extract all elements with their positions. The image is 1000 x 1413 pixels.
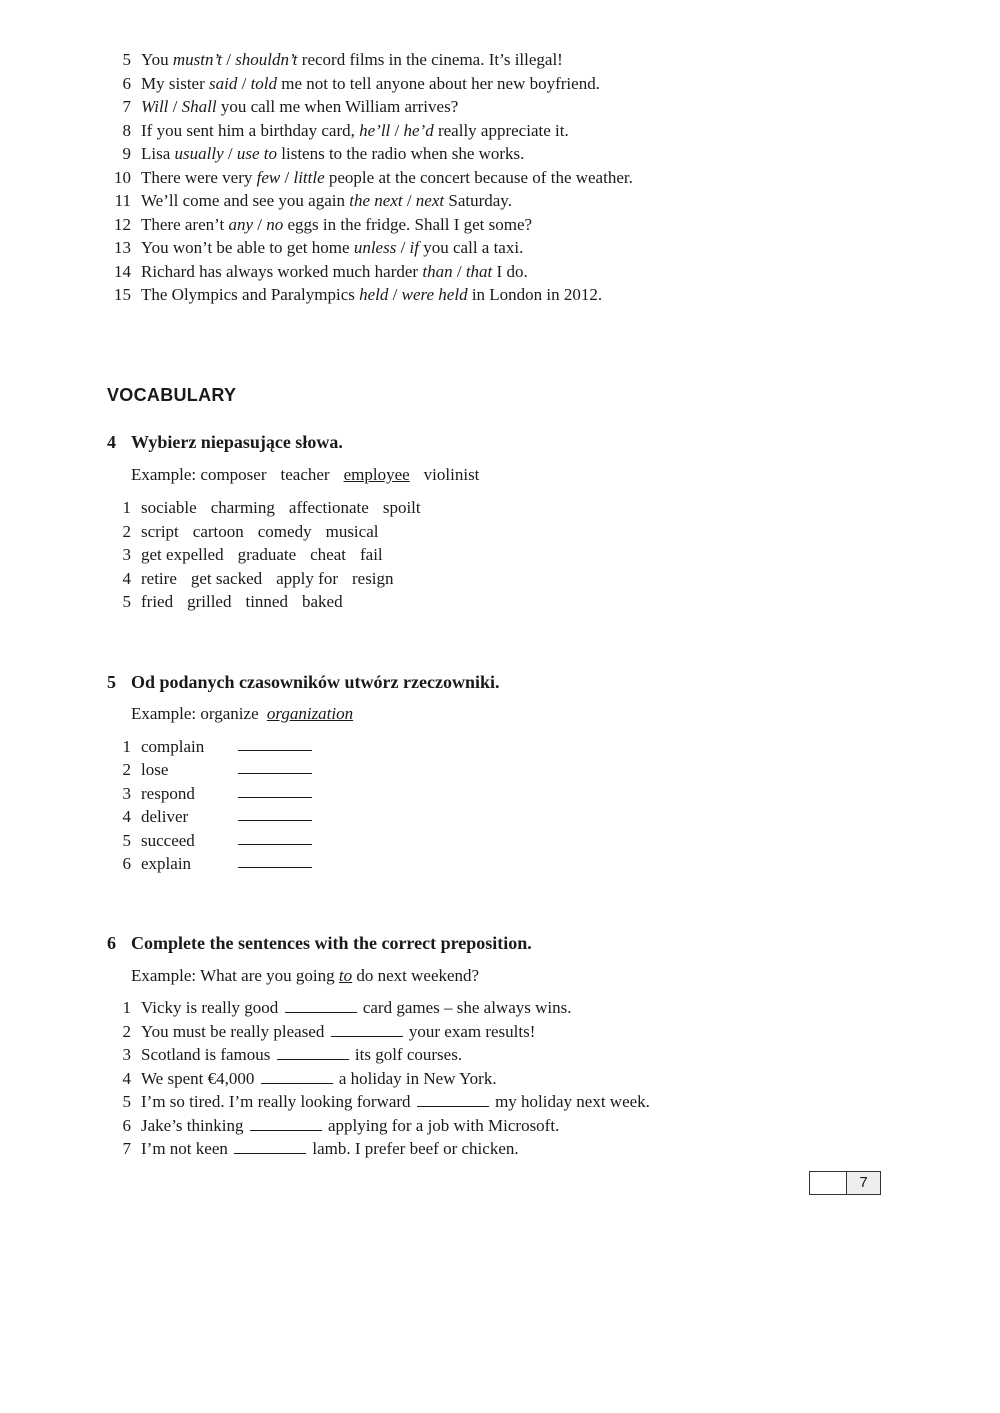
option-choice[interactable]: shouldn’t	[235, 50, 298, 69]
answer-blank[interactable]	[234, 1139, 306, 1154]
option-choice[interactable]: held	[359, 285, 389, 304]
option-choice[interactable]: few	[256, 167, 281, 187]
exercise-5-text: Od podanych czasowników utwórz rzeczowniki.	[131, 672, 500, 692]
item-number: 2	[122, 521, 131, 541]
grammar-item	[107, 167, 807, 189]
item-number: 3	[122, 1045, 131, 1064]
word-option[interactable]: resign	[351, 568, 394, 588]
word-option[interactable]: apply for	[276, 568, 338, 588]
item-word: lose	[141, 760, 169, 780]
grammar-item	[107, 143, 807, 165]
item-number: 5	[122, 592, 131, 611]
word-option[interactable]: graduate	[237, 545, 297, 564]
word-option[interactable]: spoilt	[382, 498, 421, 517]
item-number: 1	[122, 498, 131, 517]
answer-blank[interactable]	[331, 1022, 403, 1037]
item-number: 4	[122, 807, 131, 827]
example-answer: to	[338, 966, 353, 985]
answer-blank[interactable]	[285, 998, 357, 1013]
example-answer: organization	[266, 704, 354, 723]
grammar-item	[107, 261, 807, 283]
item-number: 10	[114, 167, 131, 187]
item-text: You won’t be able to get home unless / if you call a taxi.	[141, 238, 524, 257]
item-number: 7	[122, 97, 131, 116]
item-sentence: Scotland is famous its golf courses.	[141, 1045, 463, 1064]
word-option[interactable]: cheat	[310, 545, 346, 564]
item-number: 14	[114, 261, 131, 281]
item-text: You mustn’t / shouldn’t record films in the cinema. It’s illegal!	[141, 50, 563, 69]
list-item	[107, 830, 327, 852]
item-text: Richard has always worked much harder than / that I do.	[141, 261, 528, 281]
item-sentence: We spent €4,000 a holiday in New York.	[141, 1068, 497, 1088]
word-option[interactable]: retire	[141, 568, 177, 588]
option-choice[interactable]: the next	[349, 191, 403, 210]
item-sentence: Jake’s thinking applying for a job with Microsoft.	[141, 1115, 560, 1135]
item-number: 3	[122, 545, 131, 564]
exercise-6-title	[107, 933, 532, 954]
word-option[interactable]: get sacked	[190, 568, 263, 588]
exercise-6-number: 6	[107, 933, 116, 953]
item-words	[141, 497, 435, 519]
item-word: complain	[141, 737, 205, 756]
word-option[interactable]: script	[141, 521, 179, 541]
list-item	[107, 783, 327, 805]
grammar-item	[107, 214, 807, 236]
word-option[interactable]: sociable	[141, 498, 197, 517]
grammar-item	[107, 96, 807, 118]
option-choice[interactable]: said	[209, 73, 238, 93]
score-box	[809, 1171, 881, 1195]
option-choice[interactable]: he’d	[403, 120, 434, 140]
word-option[interactable]: grilled	[187, 592, 232, 611]
item-words	[141, 521, 392, 543]
vocabulary-heading: VOCABULARY	[107, 385, 237, 405]
option-choice[interactable]: any	[228, 214, 254, 234]
item-number: 6	[122, 73, 131, 93]
option-choice[interactable]: little	[293, 167, 325, 187]
item-text: Lisa usually / use to listens to the radio when she works.	[141, 144, 525, 163]
option-choice[interactable]: unless	[353, 238, 397, 257]
item-number: 9	[122, 144, 131, 163]
exercise-4-text: Wybierz niepasujące słowa.	[131, 432, 343, 452]
option-choice[interactable]: he’ll	[359, 120, 391, 140]
word-option[interactable]: fried	[141, 592, 174, 611]
item-text: There were very few / little people at the concert because of the weather.	[141, 167, 633, 187]
exercise-4-title	[107, 432, 343, 453]
option-choice[interactable]: told	[250, 73, 278, 93]
option-choice[interactable]: than	[422, 261, 453, 281]
option-choice[interactable]: mustn’t	[172, 50, 222, 69]
item-word: deliver	[141, 807, 189, 827]
word-option[interactable]: charming	[210, 498, 275, 517]
list-item	[107, 806, 327, 828]
item-words	[141, 544, 397, 566]
word-option[interactable]: affectionate	[288, 498, 369, 517]
grammar-item	[107, 190, 807, 212]
score-max: 7	[847, 1172, 880, 1194]
exercise-4-example: Example: composer teacher employee violinist	[131, 465, 480, 484]
grammar-item	[107, 120, 807, 142]
answer-blank[interactable]	[417, 1092, 489, 1107]
word-option[interactable]: get expelled	[141, 545, 224, 564]
item-word: respond	[141, 783, 195, 803]
item-word: succeed	[141, 830, 195, 850]
item-sentence: I’m not keen lamb. I prefer beef or chicken.	[141, 1139, 519, 1158]
item-number: 11	[114, 191, 131, 210]
item-words	[141, 591, 357, 613]
answer-blank[interactable]	[238, 844, 312, 845]
option-choice[interactable]: Shall	[181, 97, 217, 116]
word-option[interactable]: baked	[301, 592, 343, 611]
option-choice[interactable]: that	[465, 261, 493, 281]
item-number: 13	[114, 238, 131, 257]
word-option[interactable]: musical	[325, 521, 379, 541]
option-choice[interactable]: next	[415, 191, 445, 210]
option-choice[interactable]: were held	[401, 285, 468, 304]
exercise-5-example: Example: organize organization	[131, 704, 354, 723]
item-number: 4	[122, 1068, 131, 1088]
exercise-4-number: 4	[107, 432, 116, 452]
item-number: 12	[114, 214, 131, 234]
answer-blank[interactable]	[238, 820, 312, 821]
exercise-6-text: Complete the sentences with the correct preposition.	[131, 933, 532, 953]
exercise-5-number: 5	[107, 672, 116, 692]
item-number: 4	[122, 568, 131, 588]
grammar-item	[107, 237, 807, 259]
word-option[interactable]: comedy	[257, 521, 312, 541]
exercise-6-example: Example: What are you going to do next weekend?	[131, 966, 480, 985]
item-number: 5	[122, 50, 131, 69]
option-choice[interactable]: usually	[174, 144, 224, 163]
word-option[interactable]: fail	[360, 545, 383, 564]
option-choice[interactable]: no	[266, 214, 284, 234]
item-number: 3	[122, 783, 131, 803]
option-choice[interactable]: Will	[141, 97, 169, 116]
grammar-item	[107, 73, 807, 95]
item-sentence: You must be really pleased your exam results!	[141, 1021, 536, 1041]
word-option[interactable]: tinned	[245, 592, 288, 611]
item-text: There aren’t any / no eggs in the fridge. Shall I get some?	[141, 214, 533, 234]
item-sentence: Vicky is really good card games – she always wins.	[141, 998, 572, 1017]
item-number: 6	[122, 1115, 131, 1135]
answer-blank[interactable]	[238, 797, 312, 798]
list-item	[107, 736, 327, 758]
answer-blank[interactable]	[250, 1116, 322, 1131]
item-number: 5	[122, 1092, 131, 1111]
item-number: 6	[122, 854, 131, 873]
item-number: 8	[122, 120, 131, 140]
item-number: 7	[122, 1139, 131, 1158]
exercise-5-title	[107, 672, 500, 693]
item-number: 1	[122, 737, 131, 756]
item-words	[141, 568, 408, 590]
item-number: 15	[114, 285, 131, 304]
option-choice[interactable]: if	[409, 238, 419, 257]
example-answer: employee	[343, 465, 410, 484]
list-item	[107, 853, 327, 875]
list-item	[107, 759, 327, 781]
answer-blank[interactable]	[277, 1045, 349, 1060]
answer-blank[interactable]	[238, 750, 312, 751]
answer-blank[interactable]	[261, 1069, 333, 1084]
grammar-item	[107, 284, 807, 306]
item-word: explain	[141, 854, 192, 873]
item-text: We’ll come and see you again the next / next Saturday.	[141, 191, 512, 210]
answer-blank[interactable]	[238, 867, 312, 868]
item-sentence: I’m so tired. I’m really looking forward my holiday next week.	[141, 1092, 650, 1111]
item-text: If you sent him a birthday card, he’ll / he’d really appreciate it.	[141, 120, 569, 140]
item-number: 5	[122, 830, 131, 850]
score-input[interactable]	[810, 1172, 847, 1194]
item-text: Will / Shall you call me when William arrives?	[141, 97, 459, 116]
grammar-item	[107, 49, 807, 71]
option-choice[interactable]: use to	[236, 144, 278, 163]
answer-blank[interactable]	[238, 773, 312, 774]
item-text: My sister said / told me not to tell anyone about her new boyfriend.	[141, 73, 600, 93]
word-option[interactable]: cartoon	[192, 521, 244, 541]
item-number: 2	[122, 1021, 131, 1041]
item-text: The Olympics and Paralympics held / were held in London in 2012.	[141, 285, 603, 304]
item-number: 1	[122, 998, 131, 1017]
item-number: 2	[122, 760, 131, 780]
